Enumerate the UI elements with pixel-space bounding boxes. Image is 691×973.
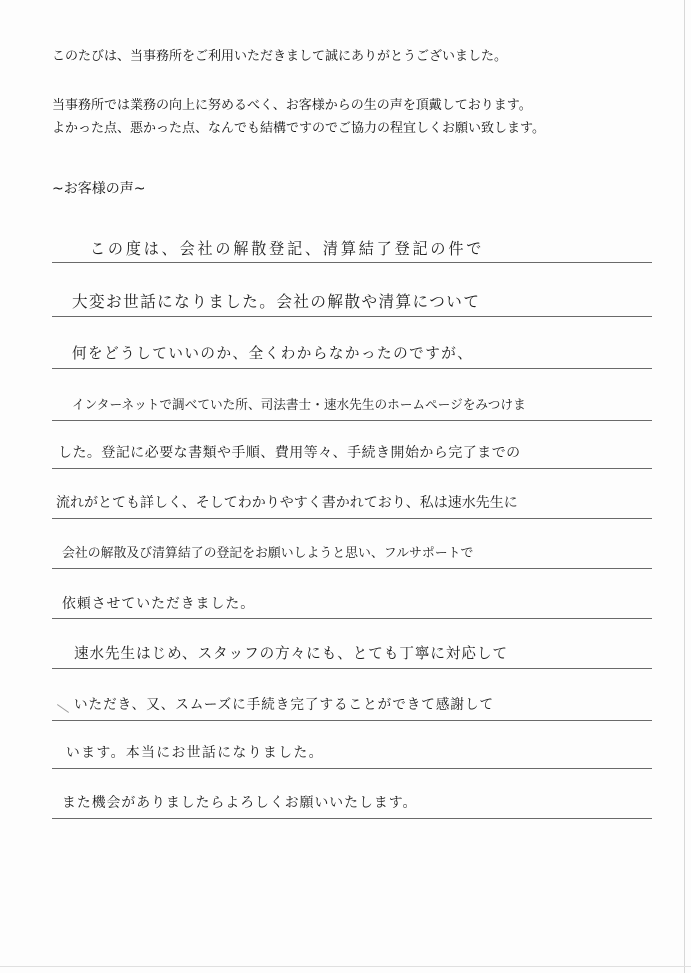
- intro-line-2: 当事務所では業務の向上に努めるべく、お客様からの生の声を頂戴しております。: [52, 98, 532, 113]
- ruled-line-1: [52, 262, 652, 263]
- ruled-line-10: [52, 720, 652, 721]
- handwritten-line-10: いただき、又、スムーズに手続き完了することができて感謝して: [74, 697, 495, 713]
- scan-edge-bottom: [0, 966, 691, 967]
- ruled-line-2: [52, 316, 652, 317]
- handwritten-line-4: インターネットで調べていた所、司法書士・速水先生のホームページをみつけま: [72, 398, 526, 413]
- stray-pen-stroke: [57, 704, 69, 713]
- handwritten-line-11: います。本当にお世話になりました。: [66, 745, 324, 761]
- handwritten-line-8: 依頼させていただきました。: [62, 596, 256, 612]
- intro-line-3: よかった点、悪かった点、なんでも結構ですのでご協力の程宜しくお願い致します。: [52, 121, 545, 136]
- ruled-line-5: [52, 468, 652, 469]
- handwritten-line-1: この度は、会社の解散登記、清算結了登記の件で: [90, 239, 485, 258]
- ruled-line-11: [52, 768, 652, 769]
- ruled-line-8: [52, 618, 652, 619]
- ruled-line-12: [52, 818, 652, 819]
- handwritten-line-5: した。登記に必要な書類や手順、費用等々、手続き開始から完了までの: [58, 445, 521, 461]
- ruled-line-9: [52, 668, 652, 669]
- handwritten-line-7: 会社の解散及び清算結了の登記をお願いしようと思い、フルサポートで: [62, 546, 474, 561]
- ruled-line-4: [52, 420, 652, 421]
- handwritten-line-3: 何をどうしていいのか、全くわからなかったのですが、: [72, 344, 474, 362]
- ruled-line-6: [52, 518, 652, 519]
- handwritten-line-9: 速水先生はじめ、スタッフの方々にも、とても丁寧に対応して: [74, 644, 508, 662]
- handwritten-line-2: 大変お世話になりました。会社の解散や清算について: [72, 292, 481, 311]
- scan-edge-right: [684, 0, 685, 973]
- ruled-line-3: [52, 368, 652, 369]
- customer-voice-heading: ~お客様の声~: [52, 181, 146, 197]
- intro-line-1: このたびは、当事務所をご利用いただきまして誠にありがとうございました。: [52, 49, 508, 64]
- handwritten-line-12: また機会がありましたらよろしくお願いいたします。: [62, 795, 418, 811]
- handwritten-line-6: 流れがとても詳しく、そしてわかりやすく書かれており、私は速水先生に: [56, 495, 518, 511]
- ruled-line-7: [52, 568, 652, 569]
